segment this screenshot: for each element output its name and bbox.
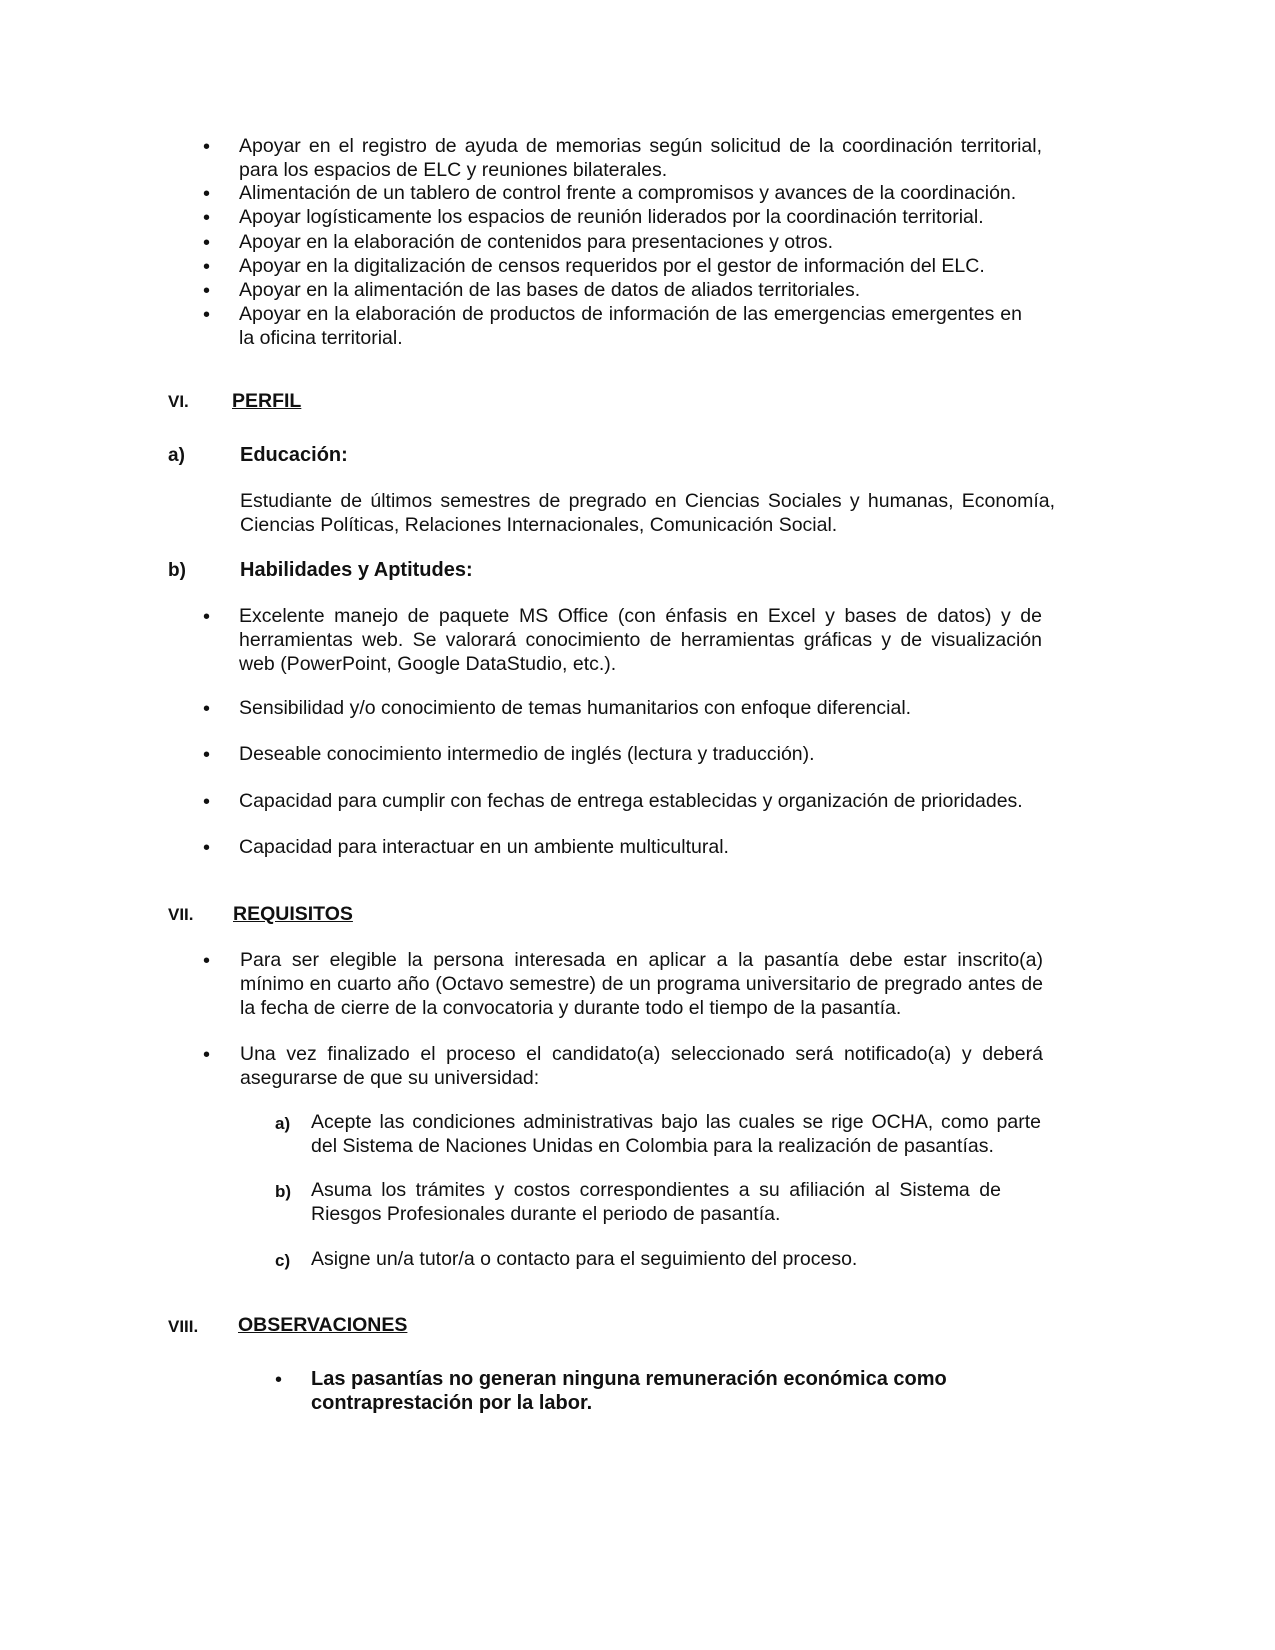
- section-title-perfil: PERFIL: [232, 390, 302, 412]
- subitem-label: a): [275, 1114, 291, 1133]
- habilidad-text: Capacidad para cumplir con fechas de entrega establecidas y organización de prioridades.: [239, 790, 1023, 812]
- bullet-icon: •: [203, 280, 211, 302]
- bullet-icon: •: [203, 791, 211, 813]
- intro-bullet-text: Apoyar en la elaboración de productos de información de las emergencias emergentes en la oficina territorial.: [239, 303, 1022, 349]
- intro-bullet-text: Apoyar en la elaboración de contenidos para presentaciones y otros.: [239, 231, 834, 253]
- intro-bullet-text: Apoyar en la digitalización de censos requeridos por el gestor de información del ELC.: [239, 255, 985, 277]
- section-number: VII.: [168, 905, 194, 924]
- bullet-icon: •: [203, 837, 211, 859]
- bullet-icon: •: [203, 232, 211, 254]
- observacion-text: Las pasantías no generan ninguna remuneración económica como contraprestación por la labor.: [311, 1368, 947, 1414]
- subitem-text: Acepte las condiciones administrativas bajo las cuales se rige OCHA, como parte del Sistema de Naciones Unidas en Colombia para la realización de pasantías.: [311, 1111, 1041, 1157]
- bullet-icon: •: [203, 744, 211, 766]
- bullet-icon: •: [203, 256, 211, 278]
- section-title-observaciones: OBSERVACIONES: [238, 1314, 408, 1336]
- intro-bullet-text: Apoyar logísticamente los espacios de reunión liderados por la coordinación territorial.: [239, 206, 984, 228]
- subsection-title-educacion: Educación:: [240, 444, 348, 466]
- educacion-text: Estudiante de últimos semestres de pregrado en Ciencias Sociales y humanas, Economía, Ciencias Políticas, Relaciones Internacionales, Comunicación Social.: [240, 490, 1055, 536]
- bullet-icon: •: [275, 1369, 283, 1391]
- section-number: VI.: [168, 392, 189, 411]
- habilidad-text: Sensibilidad y/o conocimiento de temas humanitarios con enfoque diferencial.: [239, 697, 912, 719]
- subsection-title-habilidades: Habilidades y Aptitudes:: [240, 559, 473, 581]
- bullet-icon: •: [203, 136, 211, 158]
- habilidad-text: Capacidad para interactuar en un ambiente multicultural.: [239, 836, 729, 858]
- intro-bullet-text: Apoyar en la alimentación de las bases de datos de aliados territoriales.: [239, 279, 861, 301]
- bullet-icon: •: [203, 950, 211, 972]
- bullet-icon: •: [203, 304, 211, 326]
- requisito-text: Para ser elegible la persona interesada en aplicar a la pasantía debe estar inscrito(a) mínimo en cuarto año (Octavo semestre) de un programa universitario de pregrado antes de la fecha de cierre de la convocatoria y durante todo el tiempo de la pasantía.: [240, 949, 1043, 1019]
- subsection-label: a): [168, 445, 185, 466]
- habilidad-text: Excelente manejo de paquete MS Office (con énfasis en Excel y bases de datos) y de herramientas web. Se valorará conocimiento de herramientas gráficas y de visualización web (PowerPoint, Google DataStudio, etc.).: [239, 605, 1042, 675]
- habilidad-text: Deseable conocimiento intermedio de inglés (lectura y traducción).: [239, 743, 815, 765]
- bullet-icon: •: [203, 1044, 211, 1066]
- intro-bullet-text: Alimentación de un tablero de control frente a compromisos y avances de la coordinación.: [239, 182, 1017, 204]
- bullet-icon: •: [203, 183, 211, 205]
- section-title-requisitos: REQUISITOS: [233, 903, 353, 925]
- subitem-text: Asigne un/a tutor/a o contacto para el seguimiento del proceso.: [311, 1248, 858, 1270]
- bullet-icon: •: [203, 698, 211, 720]
- subsection-label: b): [168, 560, 186, 581]
- subitem-text: Asuma los trámites y costos correspondientes a su afiliación al Sistema de Riesgos Profesionales durante el periodo de pasantía.: [311, 1179, 1001, 1225]
- requisito-text: Una vez finalizado el proceso el candidato(a) seleccionado será notificado(a) y deberá asegurarse de que su universidad:: [240, 1043, 1043, 1089]
- subitem-label: c): [275, 1251, 291, 1270]
- intro-bullet-text: Apoyar en el registro de ayuda de memorias según solicitud de la coordinación territorial, para los espacios de ELC y reuniones bilaterales.: [239, 135, 1042, 181]
- bullet-icon: •: [203, 606, 211, 628]
- section-number: VIII.: [168, 1317, 199, 1336]
- subitem-label: b): [275, 1182, 292, 1201]
- bullet-icon: •: [203, 207, 211, 229]
